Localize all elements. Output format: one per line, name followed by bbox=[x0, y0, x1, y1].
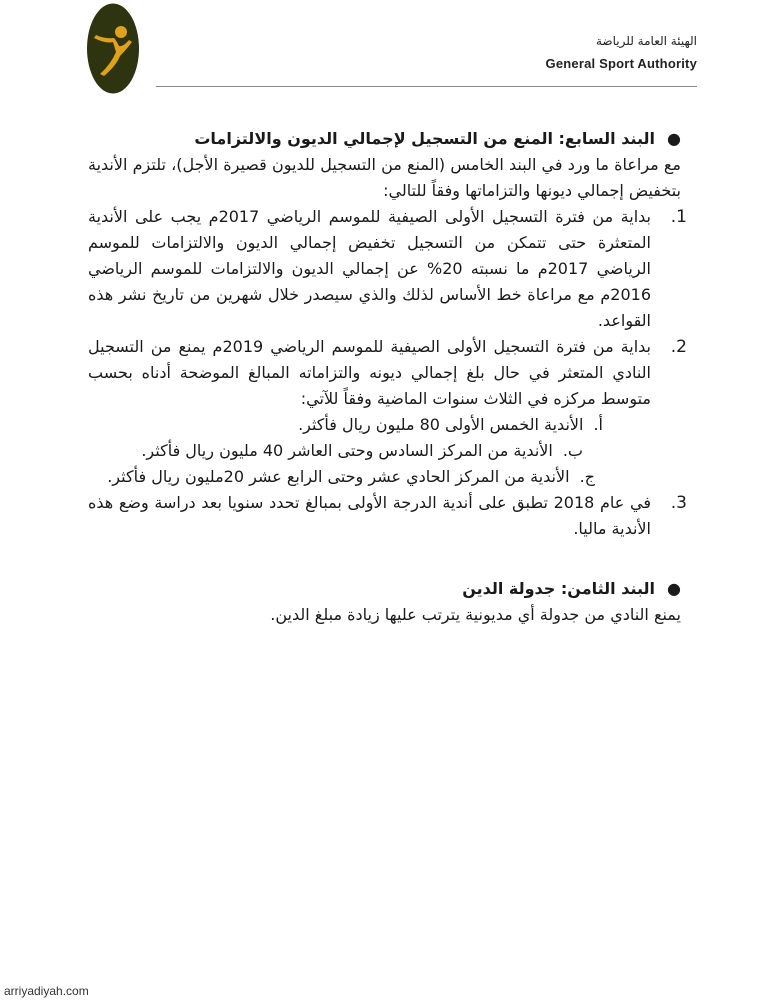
section7-title: البند السابع: المنع من التسجيل لإجمالي الديون والالتزامات bbox=[194, 129, 655, 148]
list-text-2: بداية من فترة التسجيل الأولى الصيفية للموسم الرياضي 2019م يمنع من التسجيل النادي المتعثر في حال بلغ إجمالي ديونه والتزاماته المبالغ الموضحة أدناه بحسب متوسط مركزه في الثلاث سنوات الماضية وفقاً للآتي: bbox=[88, 337, 651, 408]
sub-text-b: الأندية من المركز السادس وحتى العاشر 40 مليون ريال فأكثر. bbox=[141, 441, 553, 460]
section8-text: يمنع النادي من جدولة أي مديونية يترتب عليها زيادة مبلغ الدين. bbox=[270, 605, 681, 624]
section-spacer bbox=[88, 542, 687, 576]
org-name-english: General Sport Authority bbox=[545, 56, 697, 71]
list-item-2 bbox=[88, 334, 687, 412]
sub-letter-c: ج. bbox=[579, 467, 595, 486]
sub-item-b bbox=[88, 438, 687, 464]
general-sport-authority-logo bbox=[86, 2, 140, 95]
list-number-3: 3. bbox=[670, 493, 687, 513]
list-number-1: 1. bbox=[670, 207, 687, 227]
list-number-2: 2. bbox=[670, 337, 687, 357]
sub-text-a: الأندية الخمس الأولى 80 مليون ريال فأكثر. bbox=[298, 415, 584, 434]
org-name-arabic: الهيئة العامة للرياضة bbox=[596, 34, 697, 48]
list-item-1 bbox=[88, 204, 687, 334]
sub-letter-b: ب. bbox=[562, 441, 583, 460]
list-item-3 bbox=[88, 490, 687, 542]
sub-text-c: الأندية من المركز الحادي عشر وحتى الرابع عشر 20مليون ريال فأكثر. bbox=[107, 467, 570, 486]
bullet-icon: ● bbox=[667, 129, 681, 148]
section7-heading bbox=[88, 126, 687, 152]
section8-heading bbox=[88, 576, 687, 602]
list-text-1: بداية من فترة التسجيل الأولى الصيفية للموسم الرياضي 2017م يجب على الأندية المتعثرة حتى تتمكن من التسجيل تخفيض إجمالي الديون والالتزامات للموسم الرياضي 2017م ما نسبته 20% عن إجمالي الديون والالتزامات للموسم الرياضي 2016م مع مراعاة خط الأساس لذلك والذي سيصدر خلال شهرين من تاريخ نشر هذه القواعد. bbox=[88, 207, 651, 330]
header-divider bbox=[156, 86, 697, 87]
list-text-3: في عام 2018 تطبق على أندية الدرجة الأولى بمبالغ تحدد سنويا بعد دراسة وضع هذه الأندية ماليا. bbox=[88, 493, 652, 538]
section7-intro: مع مراعاة ما ورد في البند الخامس (المنع من التسجيل للديون قصيرة الأجل)، تلتزم الأندية بتخفيض إجمالي ديونها والتزاماتها وفقاً للتالي: bbox=[88, 155, 681, 200]
watermark: arriyadiyah.com bbox=[4, 984, 89, 998]
bullet-icon: ● bbox=[667, 579, 681, 598]
sub-letter-a: أ. bbox=[593, 415, 603, 434]
logo-figure-head bbox=[115, 26, 127, 38]
sub-item-c bbox=[88, 464, 687, 490]
sub-item-a bbox=[88, 412, 687, 438]
section8-title: البند الثامن: جدولة الدين bbox=[462, 579, 655, 598]
logo-oval bbox=[87, 4, 139, 94]
document-body bbox=[88, 126, 687, 628]
